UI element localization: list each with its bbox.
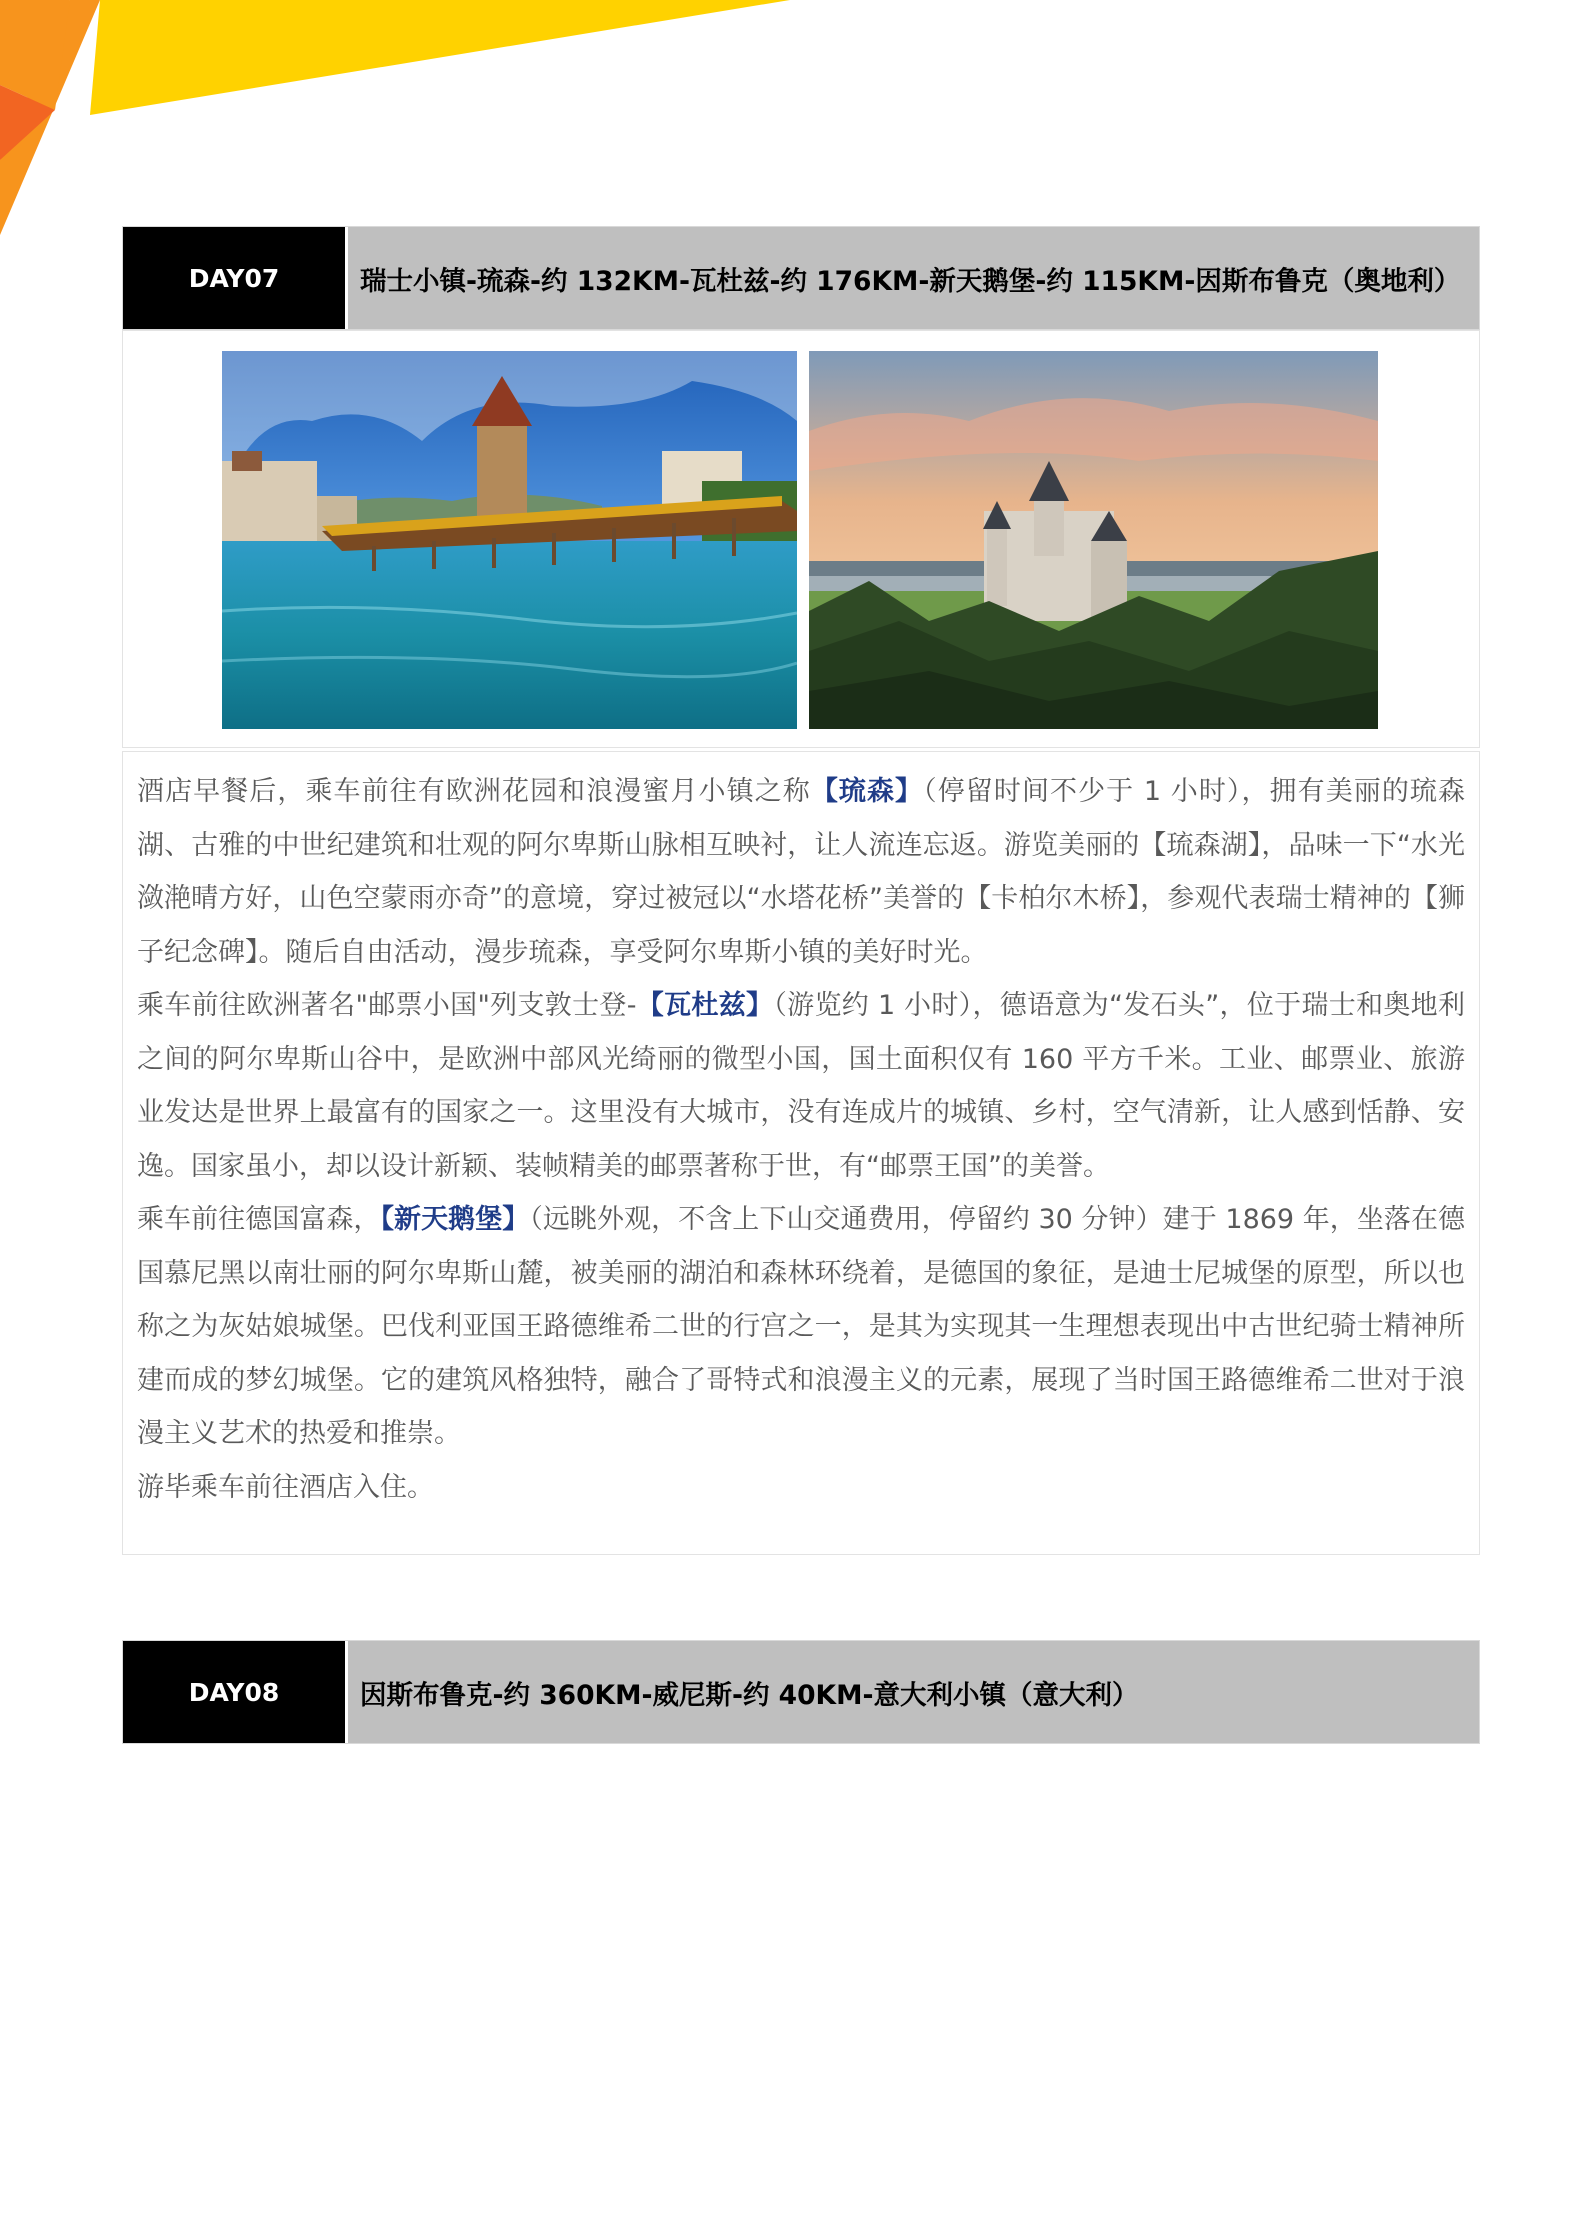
day07-route: 瑞士小镇-琉森-约 132KM-瓦杜兹-约 176KM-新天鹅堡-约 115KM-因斯布鲁克（奥地利） (348, 227, 1479, 329)
paragraph-vaduz (137, 979, 1465, 1193)
paragraph-hotel: 游毕乘车前往酒店入住。 (137, 1471, 434, 1503)
day07-label: DAY07 (123, 227, 345, 329)
neuschwanstein-castle-photo (809, 351, 1378, 729)
day07-header (122, 226, 1480, 330)
paragraph-text: 乘车前往德国富森， (137, 1204, 381, 1235)
paragraph-text: 酒店早餐后，乘车前往有欧洲花园和浪漫蜜月小镇之称 (137, 776, 811, 807)
paragraph-neuschwanstein (137, 1193, 1465, 1461)
lucerne-bridge-photo (222, 351, 797, 729)
highlight-neuschwanstein: 【新天鹅堡】 (380, 1204, 530, 1235)
paragraph-lucerne (137, 765, 1465, 979)
paragraph-text: （游览约 1 小时），德语意为“发石头”，位于瑞士和奥地利之间的阿尔卑斯山谷中，是欧洲中部风光绮丽的微型小国，国土面积仅有 160 平方千米。工业、邮票业、旅游业发达是世界上最富有的国家之一。这里没有大城市，没有连成片的城镇、乡村，空气清新，让人感到恬静、安逸。国家虽小，却以设计新颖、装帧精美的邮票著称于世，有“邮票王国”的美誉。 (137, 990, 1465, 1182)
photo-panel (122, 330, 1480, 748)
paragraph-text: 乘车前往欧洲著名"邮票小国"列支敦士登- (137, 990, 637, 1021)
paragraph-text: （停留时间不少于 1 小时），拥有美丽的琉森湖、古雅的中世纪建筑和壮观的阿尔卑斯山脉相互映衬，让人流连忘返。游览美丽的【琉森湖】，品味一下“水光潋滟晴方好，山色空蒙雨亦奇”的意境，穿过被冠以“水塔花桥”美誉的【卡柏尔木桥】，参观代表瑞士精神的【狮子纪念碑】。随后自由活动，漫步琉森，享受阿尔卑斯小镇的美好时光。 (137, 776, 1466, 968)
day08-label: DAY08 (123, 1641, 345, 1743)
highlight-vaduz: 【瓦杜兹】 (636, 990, 774, 1021)
paragraph-text: （远眺外观，不含上下山交通费用，停留约 30 分钟）建于 1869 年，坐落在德国慕尼黑以南壮丽的阿尔卑斯山麓，被美丽的湖泊和森林环绕着，是德国的象征，是迪士尼城堡的原型，所以也称之为灰姑娘城堡。巴伐利亚国王路德维希二世的行宫之一，是其为实现其一生理想表现出中古世纪骑士精神所建而成的梦幻城堡。它的建筑风格独特，融合了哥特式和浪漫主义的元素，展现了当时国王路德维希二世对于浪漫主义艺术的热爱和推崇。 (137, 1204, 1466, 1449)
corner-decoration (0, 0, 800, 250)
day07-description (122, 751, 1480, 1555)
day08-header (122, 1640, 1480, 1744)
day08-route: 因斯布鲁克-约 360KM-威尼斯-约 40KM-意大利小镇（意大利） (348, 1641, 1479, 1743)
highlight-lucerne: 【琉森】 (810, 776, 924, 807)
